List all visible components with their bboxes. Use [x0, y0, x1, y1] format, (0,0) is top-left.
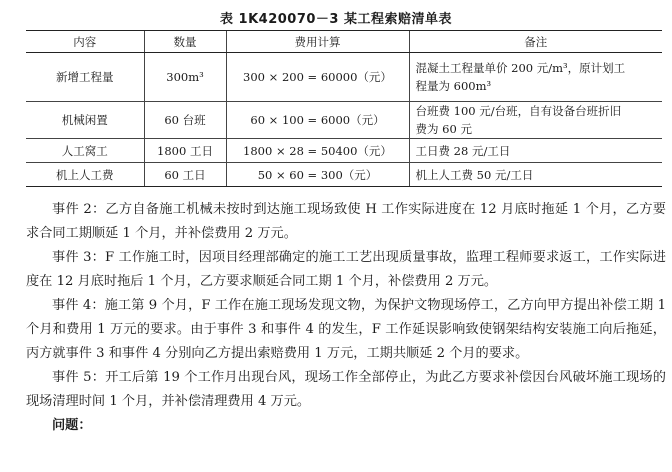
- claims-table: [26, 30, 662, 187]
- event-descriptions: [26, 198, 666, 438]
- cell-remarks: [409, 163, 662, 187]
- cell-quantity: 60 工日: [144, 163, 226, 187]
- header-quantity: 数量: [144, 31, 226, 53]
- remark-line: 工日费 28 元/工日: [415, 143, 511, 158]
- remark-line: 费为 60 元: [415, 122, 472, 136]
- cell-content: 新增工程量: [26, 53, 144, 102]
- table-title: 表 1K420070－3 某工程索赔清单表: [220, 12, 452, 27]
- event-paragraph: 事件 2：乙方自备施工机械未按时到达施工现场致使 H 工作实际进度在 12 月底时拖延 1 个月，乙方要求合同工期顺延 1 个月，并补偿费用 2 万元。: [26, 202, 666, 241]
- remark-line: 程量为 600m³: [415, 79, 492, 93]
- cell-calculation: 1800 × 28 = 50400（元）: [226, 139, 409, 163]
- cell-content: 机上人工费: [26, 163, 144, 187]
- header-calculation: 费用计算: [226, 31, 409, 53]
- cell-calculation: 60 × 100 = 6000（元）: [226, 102, 409, 139]
- cell-remarks: [409, 53, 662, 102]
- event-paragraph: 事件 5：开工后第 19 个工作月出现台风，现场工作全部停止，为此乙方要求补偿因台风破坏施工现场的现场清理时间 1 个月，并补偿清理费用 4 万元。: [26, 370, 666, 409]
- table-row: [26, 102, 662, 139]
- cell-calculation: 300 × 200 = 60000（元）: [226, 53, 409, 102]
- cell-quantity: 1800 工日: [144, 139, 226, 163]
- cell-remarks: [409, 102, 662, 139]
- cell-quantity: 60 台班: [144, 102, 226, 139]
- cell-content: 人工窝工: [26, 139, 144, 163]
- cell-quantity: 300m³: [144, 53, 226, 102]
- question-label: 问题：: [52, 418, 92, 433]
- cell-content: 机械闲置: [26, 102, 144, 139]
- remark-line: 台班费 100 元/台班，自有设备台班折旧: [415, 104, 622, 118]
- cell-calculation: 50 × 60 = 300（元）: [226, 163, 409, 187]
- table-header-row: [26, 31, 662, 53]
- event-paragraph: 事件 3：F 工作施工时，因项目经理部确定的施工工艺出现质量事故，监理工程师要求返工，工作实际进度在 12 月底时拖后 1 个月，乙方要求顺延合同工期 1 个月，补偿费用 2 万元。: [26, 250, 666, 289]
- event-paragraph: 事件 4：施工第 9 个月，F 工作在施工现场发现文物，为保护文物现场停工，乙方向甲方提出补偿工期 1 个月和费用 1 万元的要求。由于事件 3 和事件 4 的发生，F 工作延误影响致使钢架结构安装施工向后拖延，丙方就事件 3 和事件 4 分别向乙方提出索赔费用 1 万元，工期共顺延 2 个月的要求。: [26, 298, 666, 361]
- table-row: [26, 163, 662, 187]
- header-remarks: 备注: [409, 31, 662, 53]
- remark-line: 混凝土工程量单价 200 元/m³，原计划工: [415, 61, 626, 75]
- table-row: [26, 139, 662, 163]
- cell-remarks: [409, 139, 662, 163]
- header-content: 内容: [26, 31, 144, 53]
- remark-line: 机上人工费 50 元/工日: [415, 167, 534, 182]
- table-row: [26, 53, 662, 102]
